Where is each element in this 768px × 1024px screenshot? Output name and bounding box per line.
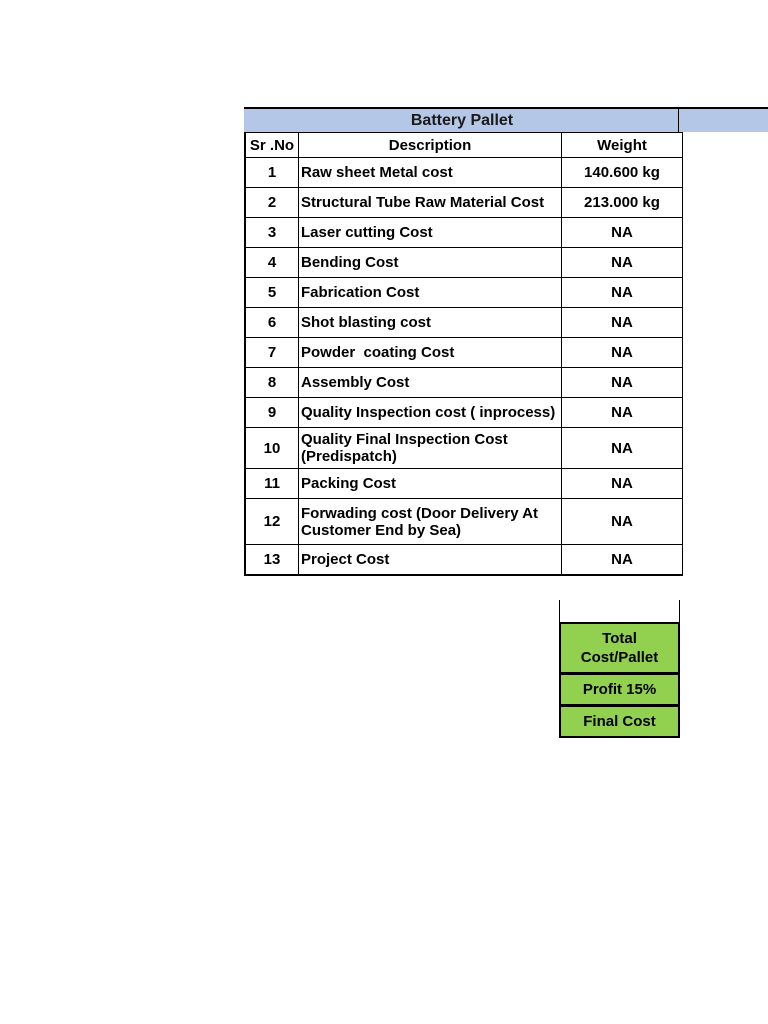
table-row [245,469,683,499]
row-weight: NA [562,278,683,308]
title-divider [678,109,679,132]
row-description: Quality Inspection cost ( inprocess) [299,398,562,428]
table-title-bar [244,107,768,132]
row-weight: NA [562,218,683,248]
row-number: 13 [245,545,299,576]
header-sr-no: Sr .No [245,133,299,158]
row-weight: NA [562,469,683,499]
table-row [245,545,683,576]
row-number: 7 [245,338,299,368]
row-number: 4 [245,248,299,278]
row-description: Packing Cost [299,469,562,499]
row-number: 5 [245,278,299,308]
row-number: 6 [245,308,299,338]
row-number: 1 [245,158,299,188]
table-row [245,368,683,398]
row-weight: NA [562,368,683,398]
table-header-row [245,133,683,158]
row-weight: NA [562,248,683,278]
row-description: Shot blasting cost [299,308,562,338]
table-row [245,499,683,545]
table-row [245,308,683,338]
row-number: 11 [245,469,299,499]
row-number: 9 [245,398,299,428]
row-number: 10 [245,428,299,469]
total-cost-cell: Total Cost/Pallet [559,622,680,674]
row-description: Fabrication Cost [299,278,562,308]
row-description: Assembly Cost [299,368,562,398]
row-number: 2 [245,188,299,218]
row-description: Bending Cost [299,248,562,278]
row-number: 3 [245,218,299,248]
row-weight: NA [562,398,683,428]
row-description: Forwading cost (Door Delivery At Customer End by Sea) [299,499,562,545]
row-weight: NA [562,308,683,338]
row-weight: NA [562,338,683,368]
table-row [245,428,683,469]
table-row [245,218,683,248]
header-description: Description [299,133,562,158]
row-weight: 213.000 kg [562,188,683,218]
row-weight: NA [562,499,683,545]
summary-block [559,600,680,738]
row-weight: NA [562,428,683,469]
row-description: Laser cutting Cost [299,218,562,248]
row-description: Project Cost [299,545,562,576]
row-weight: 140.600 kg [562,158,683,188]
table-row [245,158,683,188]
row-weight: NA [562,545,683,576]
row-description: Quality Final Inspection Cost (Predispatch) [299,428,562,469]
row-number: 8 [245,368,299,398]
table-row [245,398,683,428]
row-description: Raw sheet Metal cost [299,158,562,188]
table-title: Battery Pallet [410,112,514,129]
summary-spacer-cell [559,600,680,622]
cost-table [244,132,683,576]
table-row [245,188,683,218]
table-row [245,338,683,368]
row-description: Structural Tube Raw Material Cost [299,188,562,218]
row-description: Powder coating Cost [299,338,562,368]
table-row [245,278,683,308]
final-cost-cell: Final Cost [559,706,680,738]
table-row [245,248,683,278]
row-number: 12 [245,499,299,545]
header-weight: Weight [562,133,683,158]
profit-cell: Profit 15% [559,674,680,706]
